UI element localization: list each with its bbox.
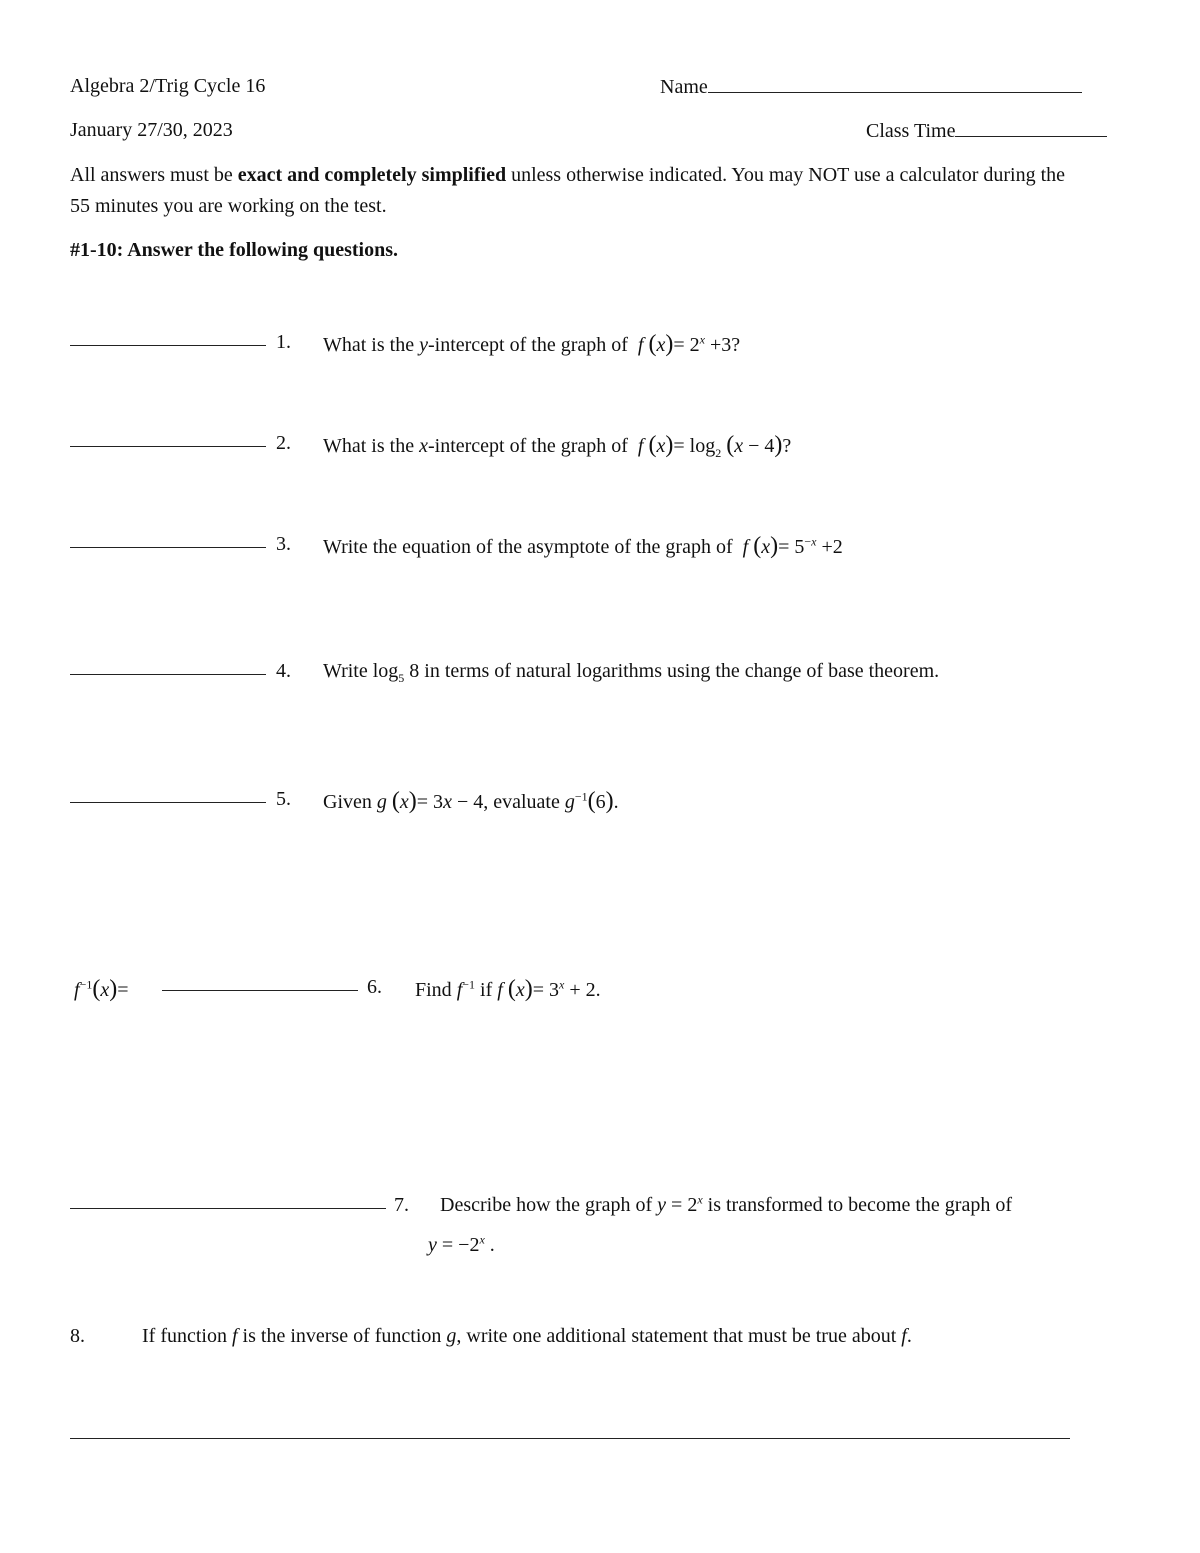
section-heading: #1-10: Answer the following questions. xyxy=(70,239,398,261)
question-5-text: Given g (x)= 3x − 4, evaluate $g^{-1}(6)$. xyxy=(323,788,619,814)
name-blank[interactable] xyxy=(708,74,1082,93)
question-1-expression: f $(x)= 2^x +3$? xyxy=(637,331,741,357)
question-5-number: 5. xyxy=(276,788,291,810)
question-7-expression: $y = 2^x$ xyxy=(657,1192,703,1216)
question-3-expression: f $(x)= 5^{-x} +2$ xyxy=(742,533,843,559)
name-label: Name xyxy=(660,76,708,98)
answer-blank-1[interactable] xyxy=(70,327,266,346)
answer-blank-4[interactable] xyxy=(70,656,266,675)
question-4-expression: $\log_5 8$ xyxy=(372,660,420,685)
question-7-expression-2: $y = -2^x$ . xyxy=(428,1232,495,1256)
question-8-answer-line[interactable] xyxy=(70,1420,1070,1445)
question-6-text: Find $f^{-1}$ if f $(x)= 3^x + 2$. xyxy=(415,976,601,1002)
question-4-number: 4. xyxy=(276,660,291,682)
question-1-text: What is the y-intercept of the graph of f $(x)= 2^x +3$? xyxy=(323,331,741,357)
question-4 xyxy=(70,656,266,681)
question-6-number: 6. xyxy=(367,976,382,998)
question-6 xyxy=(162,972,358,997)
answer-blank-5[interactable] xyxy=(70,784,266,803)
class-time-label: Class Time xyxy=(866,120,956,142)
answer-blank-2[interactable] xyxy=(70,428,266,447)
question-4-text: Write $\log_5 8$ in terms of natural logarithms using the change of base theorem. xyxy=(323,660,940,685)
question-2-number: 2. xyxy=(276,432,291,454)
question-1 xyxy=(70,327,266,352)
question-7-number: 7. xyxy=(394,1194,409,1216)
question-6-expression-2: f $(x)= 3^x + 2$. xyxy=(497,976,601,1002)
question-2-text: What is the x-intercept of the graph of f $(x)= \log_2 (x - 4)$? xyxy=(323,432,792,460)
answer-blank-7[interactable] xyxy=(70,1190,386,1209)
question-2 xyxy=(70,428,266,453)
question-5-expression-2: $g^{-1}(6)$. xyxy=(564,788,619,814)
question-7 xyxy=(70,1190,386,1215)
question-5-expression: g (x)= 3x − 4 xyxy=(376,788,484,814)
instructions-emphasis: exact and completely simplified xyxy=(237,164,507,186)
question-3 xyxy=(70,529,266,554)
question-6-expression: $f^{-1}$ xyxy=(456,977,476,1001)
question-6-prefix: $f^{-1}(x)=$ xyxy=(74,976,129,1002)
class-time-field[interactable] xyxy=(866,118,1107,143)
instructions: All answers must be exact and completely simplified unless otherwise indicated. You may NOT use a calculator during the 55 minutes you are working on the test. xyxy=(70,164,1066,217)
question-5 xyxy=(70,784,266,809)
class-time-blank[interactable] xyxy=(955,118,1107,137)
answer-blank-8[interactable] xyxy=(70,1420,1070,1439)
question-3-text: Write the equation of the asymptote of the graph of f $(x)= 5^{-x} +2$ xyxy=(323,533,843,559)
question-7-text: Describe how the graph of $y = 2^x$ is transformed to become the graph of xyxy=(440,1192,1013,1216)
name-field[interactable] xyxy=(660,74,1082,99)
answer-blank-3[interactable] xyxy=(70,529,266,548)
question-1-number: 1. xyxy=(276,331,291,353)
question-3-number: 3. xyxy=(276,533,291,555)
answer-blank-6[interactable] xyxy=(162,972,358,991)
course-title: Algebra 2/Trig Cycle 16 xyxy=(70,75,266,97)
question-8-number: 8. xyxy=(70,1325,85,1347)
question-8-text: If function f is the inverse of function g, write one additional statement that must be true about f. xyxy=(142,1325,912,1347)
test-date: January 27/30, 2023 xyxy=(70,119,233,141)
question-2-expression: f $(x)= \log_2 (x - 4)$? xyxy=(637,432,792,460)
